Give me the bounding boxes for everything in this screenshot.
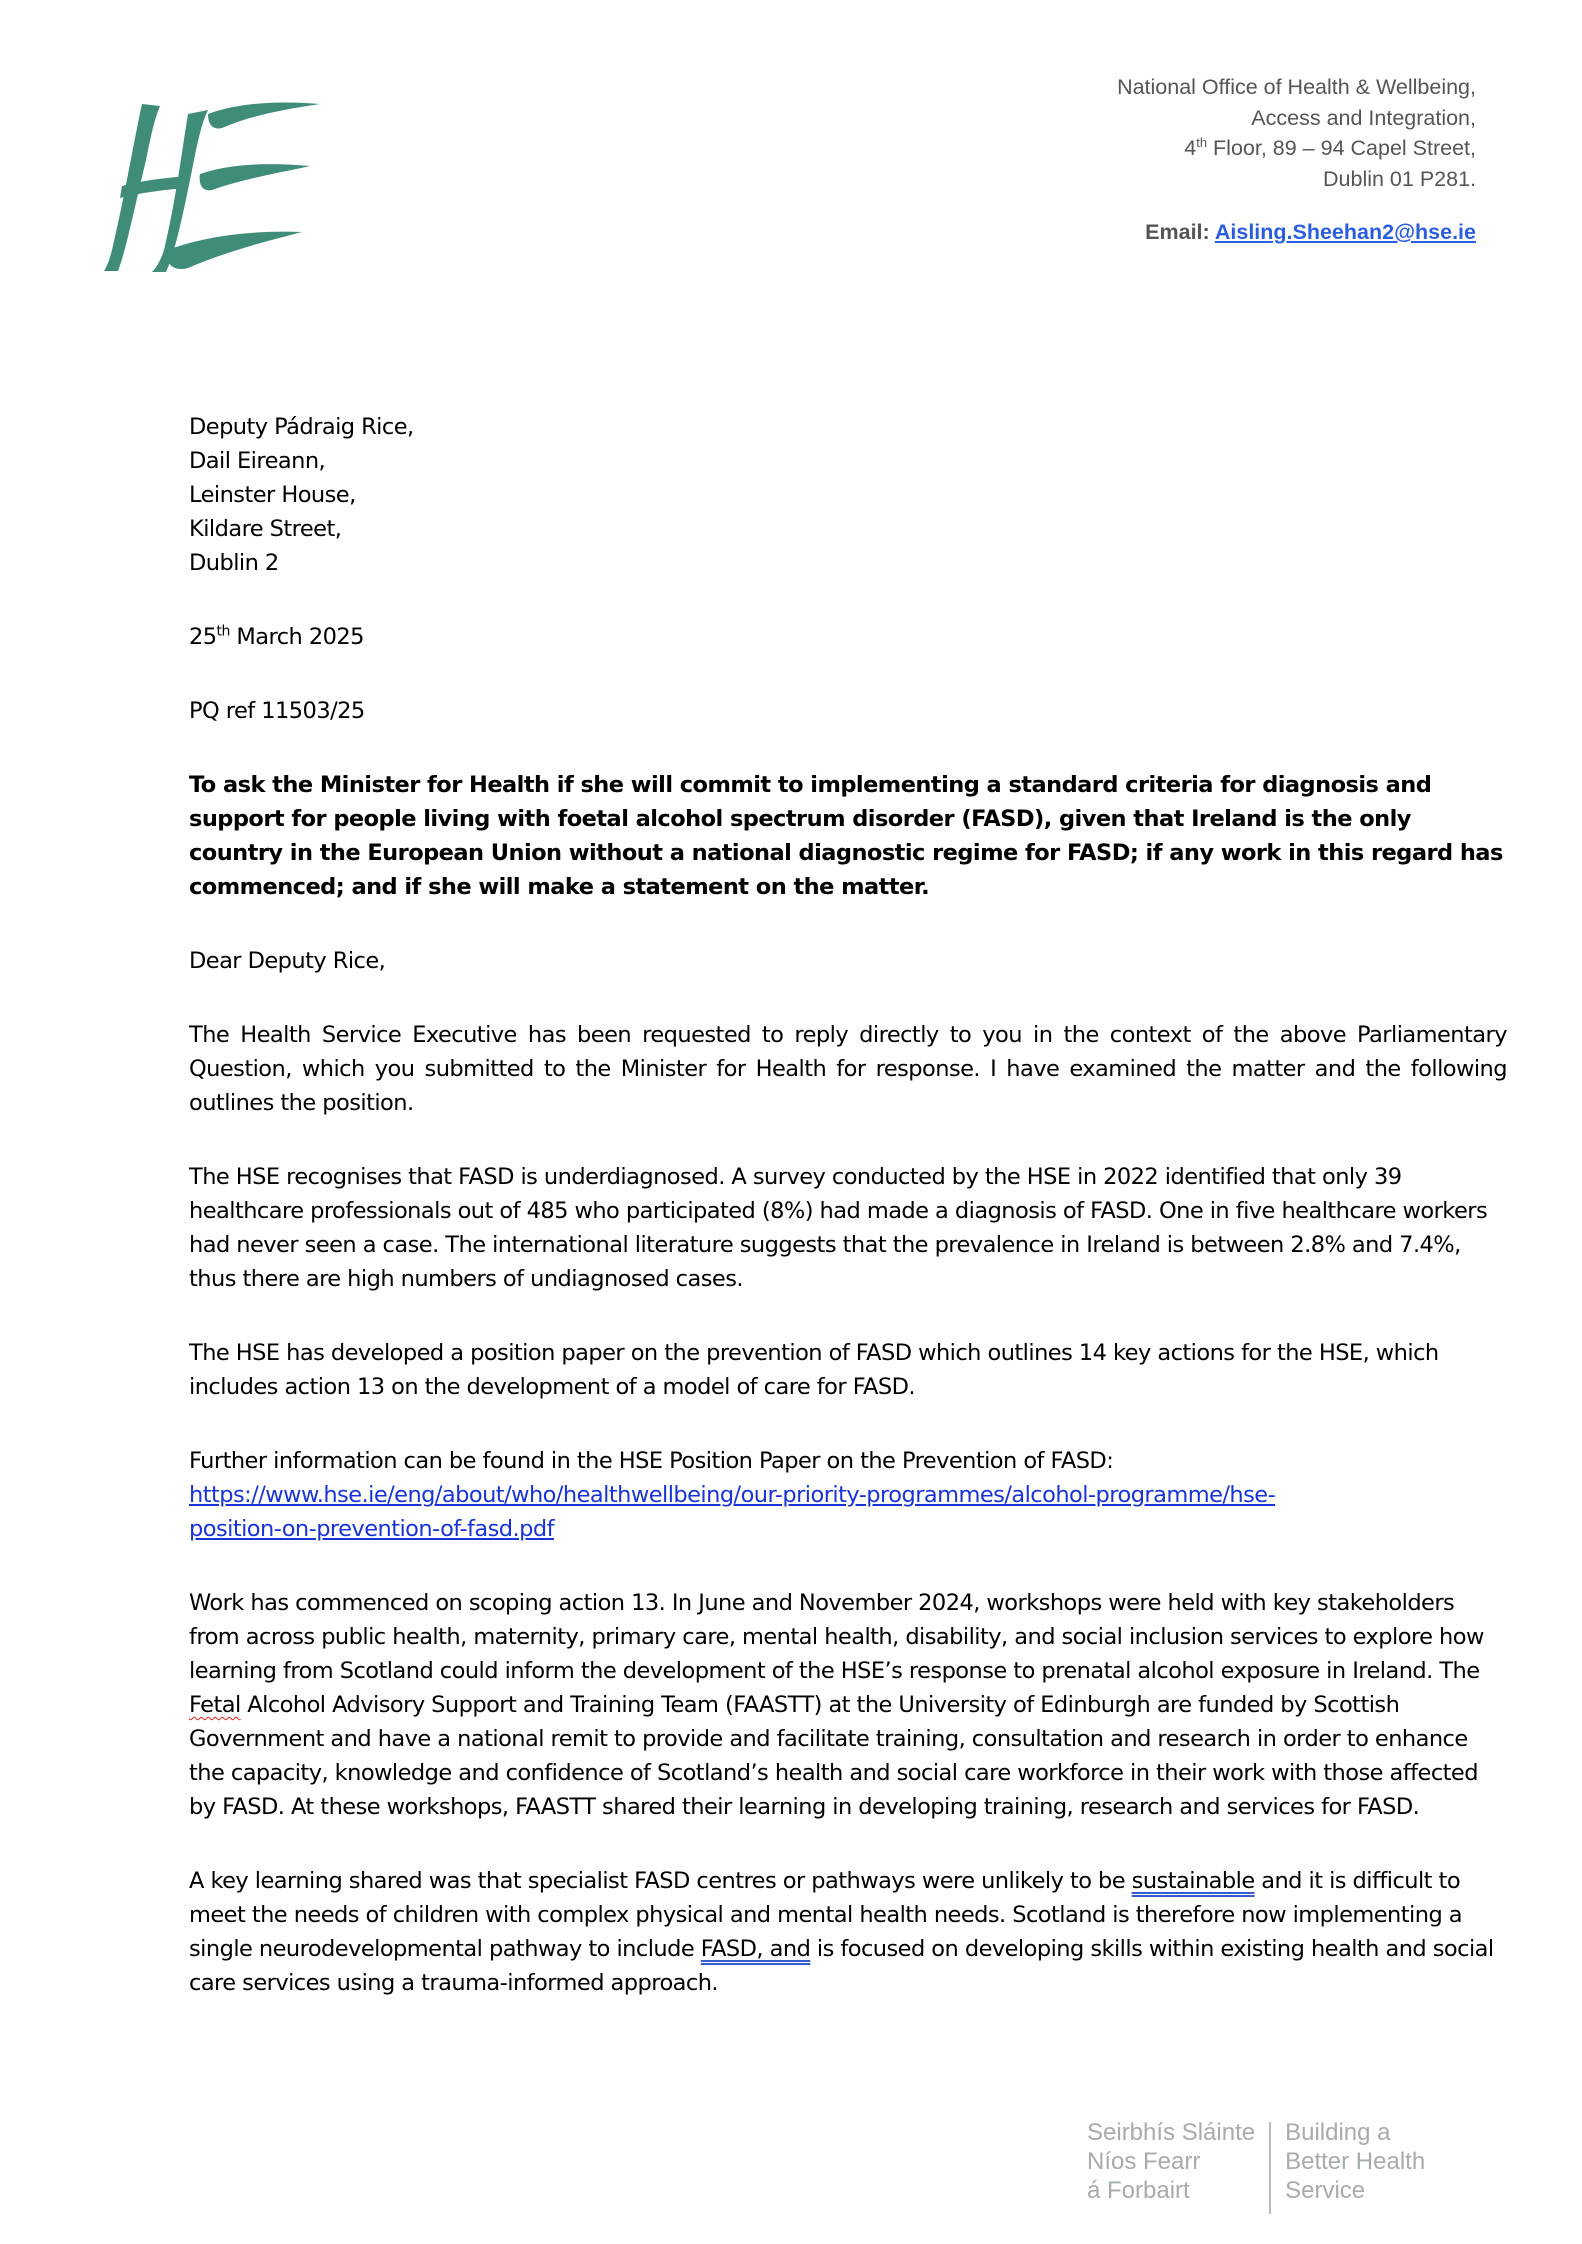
email-link[interactable]: Aisling.Sheehan2@hse.ie xyxy=(1214,220,1476,244)
footer-english xyxy=(1271,2118,1425,2214)
office-line-1: National Office of Health & Wellbeing, xyxy=(1117,75,1476,99)
position-paper-link[interactable]: https://www.hse.ie/eng/about/who/healthwellbeing/our-priority-programmes/alcohol-programme/hse- position-on-prevention-of-fasd.pdf xyxy=(189,1482,1276,1542)
paragraph-3: The HSE has developed a position paper on the prevention of FASD which outlines 14 key actions for the HSE, which includes action 13 on the development of a model of care for FASD. xyxy=(189,1340,1439,1400)
paragraph-5: Work has commenced on scoping action 13. In June and November 2024, workshops were held with key stakeholders from across public health, maternity, primary care, mental health, disability, and social inclusion services to explore how learning from Scotland could inform the development of the HSE’s response to prenatal alcohol exposure in Ireland. The Fetal Alcohol Advisory Support and Training Team (FAASTT) at the University of Edinburgh are funded by Scottish Government and have a national remit to provide and facilitate training, consultation and research in order to enhance the capacity, knowledge and confidence of Scotland’s health and social care workforce in their work with those affected by FASD. At these workshops, FAASTT shared their learning in developing training, research and services for FASD. xyxy=(189,1590,1484,1820)
grammar-mark-phrase: FASD, and xyxy=(700,1936,811,1962)
footer-irish xyxy=(1087,2118,1269,2214)
logo-e-top xyxy=(208,102,320,128)
recipient-line: Dail Eireann, xyxy=(189,448,326,474)
paragraph-4 xyxy=(189,1444,1507,1546)
pq-reference: PQ ref 11503/25 xyxy=(189,698,365,724)
paragraph-6: A key learning shared was that specialist FASD centres or pathways were unlikely to be sustainable and it is difficult to meet the needs of children with complex physical and mental health needs. Scotland is therefore now implementing a single neurodevelopmental pathway to include FASD, and is focused on developing skills within existing health and social care services using a trauma-informed approach. xyxy=(189,1868,1494,1996)
office-line-3: 4th Floor, 89 – 94 Capel Street, xyxy=(1184,134,1476,160)
logo-e-middle xyxy=(200,164,310,190)
grammar-mark-word: sustainable xyxy=(1131,1868,1255,1894)
recipient-line: Deputy Pádraig Rice, xyxy=(189,414,414,440)
recipient-line: Kildare Street, xyxy=(189,516,342,542)
paragraph-2: The HSE recognises that FASD is underdiagnosed. A survey conducted by the HSE in 2022 identified that only 39 healthcare professionals out of 485 who participated (8%) had made a diagnosis of FASD. One in five healthcare workers had never seen a case. The international literature suggests that the prevalence in Ireland is between 2.8% and 7.4%, thus there are high numbers of undiagnosed cases. xyxy=(189,1164,1488,1292)
recipient-line: Dublin 2 xyxy=(189,550,279,576)
letter-date: 25th March 2025 xyxy=(189,623,364,650)
email-label: Email: xyxy=(1145,220,1215,244)
recipient-line: Leinster House, xyxy=(189,482,356,508)
salutation: Dear Deputy Rice, xyxy=(189,948,386,974)
office-line-4: Dublin 01 P281. xyxy=(1323,166,1476,191)
letter-body xyxy=(189,410,1507,2000)
footer-irish-line: á Forbairt xyxy=(1087,2177,1190,2204)
sender-address xyxy=(1117,72,1476,248)
hse-logo xyxy=(104,100,324,272)
footer-english-line: Building a xyxy=(1285,2119,1391,2146)
spellcheck-word: Fetal xyxy=(189,1692,241,1718)
office-line-2: Access and Integration, xyxy=(1251,105,1476,130)
footer-english-line: Better Health xyxy=(1285,2148,1426,2175)
email-line xyxy=(1117,217,1476,248)
parliamentary-question: To ask the Minister for Health if she will commit to implementing a standard criteria for diagnosis and support for people living with foetal alcohol spectrum disorder (FASD), given that Ireland is the only country in the European Union without a national diagnostic regime for FASD; if any work in this regard has commenced; and if she will make a statement on the matter. xyxy=(189,772,1503,900)
footer-english-line: Service xyxy=(1285,2177,1366,2204)
footer-irish-line: Seirbhís Sláinte xyxy=(1087,2119,1256,2146)
recipient-address xyxy=(189,410,1507,580)
logo-e-bottom xyxy=(167,232,302,269)
paragraph-1: The Health Service Executive has been requested to reply directly to you in the context of the above Parliamentary Question, which you submitted to the Minister for Health for response. I have examined the matter and the following outlines the position. xyxy=(189,1022,1507,1116)
paragraph-4-intro: Further information can be found in the HSE Position Paper on the Prevention of FASD: xyxy=(189,1448,1114,1474)
footer-slogan xyxy=(1087,2118,1425,2214)
footer-irish-line: Níos Fearr xyxy=(1087,2148,1201,2175)
